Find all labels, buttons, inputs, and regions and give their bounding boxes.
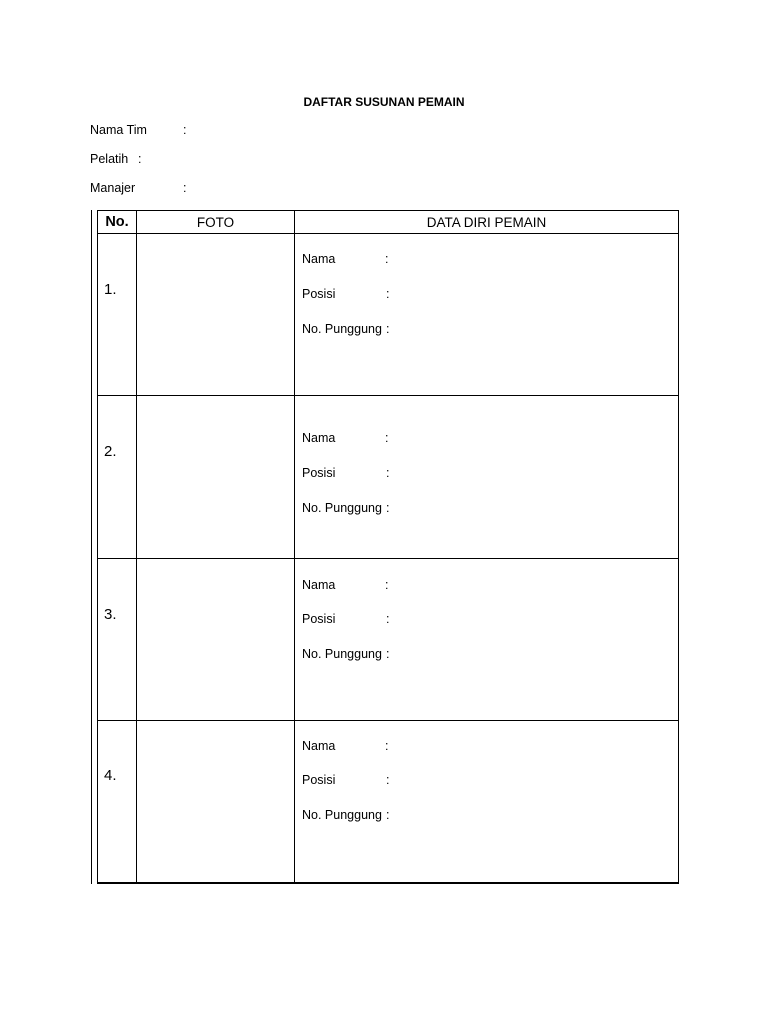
- field-colon: :: [385, 252, 389, 267]
- field-posisi: [302, 611, 390, 626]
- field-label: Posisi: [302, 466, 336, 481]
- field-colon: :: [385, 431, 389, 446]
- field-nama: [302, 739, 389, 754]
- field-label: Nama: [302, 739, 336, 754]
- field-colon: :: [386, 646, 390, 661]
- row-number: 1.: [104, 281, 117, 299]
- photo-cell[interactable]: [137, 234, 295, 396]
- table-row: [98, 234, 679, 396]
- info-label: Nama Tim: [90, 123, 147, 137]
- field-colon: :: [385, 739, 389, 754]
- row-number: 3.: [104, 605, 117, 623]
- field-label: No. Punggung: [302, 501, 382, 516]
- photo-cell[interactable]: [137, 558, 295, 720]
- field-label: Nama: [302, 252, 336, 267]
- field-posisi: [302, 466, 390, 481]
- field-no-punggung: [302, 501, 390, 516]
- info-label: Manajer: [90, 181, 136, 195]
- player-data-cell: [295, 558, 679, 720]
- table-row: [98, 396, 679, 558]
- field-label: No. Punggung: [302, 646, 382, 661]
- field-colon: :: [385, 577, 389, 592]
- field-label: Posisi: [302, 773, 336, 788]
- photo-cell[interactable]: [137, 396, 295, 558]
- info-colon: :: [183, 123, 187, 137]
- info-team-name: [90, 123, 187, 137]
- info-coach: [90, 152, 142, 166]
- info-colon: :: [183, 181, 187, 195]
- row-number-cell: [98, 558, 137, 720]
- field-label: No. Punggung: [302, 322, 382, 337]
- field-no-punggung: [302, 646, 390, 661]
- field-no-punggung: [302, 808, 390, 823]
- header-data: DATA DIRI PEMAIN: [295, 211, 679, 234]
- row-number-cell: [98, 234, 137, 396]
- row-number: 4.: [104, 767, 117, 785]
- field-label: No. Punggung: [302, 808, 382, 823]
- player-roster-table: [91, 210, 678, 884]
- field-label: Posisi: [302, 611, 336, 626]
- field-label: Nama: [302, 577, 336, 592]
- row-number-cell: [98, 396, 137, 558]
- photo-cell[interactable]: [137, 721, 295, 883]
- table-header-row: [98, 211, 679, 234]
- field-nama: [302, 252, 389, 267]
- player-data-cell: [295, 234, 679, 396]
- field-colon: :: [386, 466, 390, 481]
- table-row: [98, 558, 679, 720]
- field-colon: :: [386, 501, 390, 516]
- field-colon: :: [386, 611, 390, 626]
- document-title: DAFTAR SUSUNAN PEMAIN: [303, 95, 465, 109]
- info-label: Pelatih: [90, 152, 129, 166]
- header-no: No.: [98, 211, 137, 234]
- field-posisi: [302, 287, 390, 302]
- table-row: [98, 721, 679, 883]
- field-posisi: [302, 773, 390, 788]
- player-data-cell: [295, 721, 679, 883]
- field-colon: :: [386, 808, 390, 823]
- field-colon: :: [386, 287, 390, 302]
- field-label: Nama: [302, 431, 336, 446]
- field-colon: :: [386, 773, 390, 788]
- row-number: 2.: [104, 443, 117, 461]
- field-nama: [302, 577, 389, 592]
- field-colon: :: [386, 322, 390, 337]
- player-data-cell: [295, 396, 679, 558]
- row-number-cell: [98, 721, 137, 883]
- info-manager: [90, 181, 187, 195]
- table-outer-line: [91, 210, 92, 884]
- header-foto: FOTO: [137, 211, 295, 234]
- info-colon: :: [138, 152, 142, 166]
- field-label: Posisi: [302, 287, 336, 302]
- field-nama: [302, 431, 389, 446]
- field-no-punggung: [302, 322, 390, 337]
